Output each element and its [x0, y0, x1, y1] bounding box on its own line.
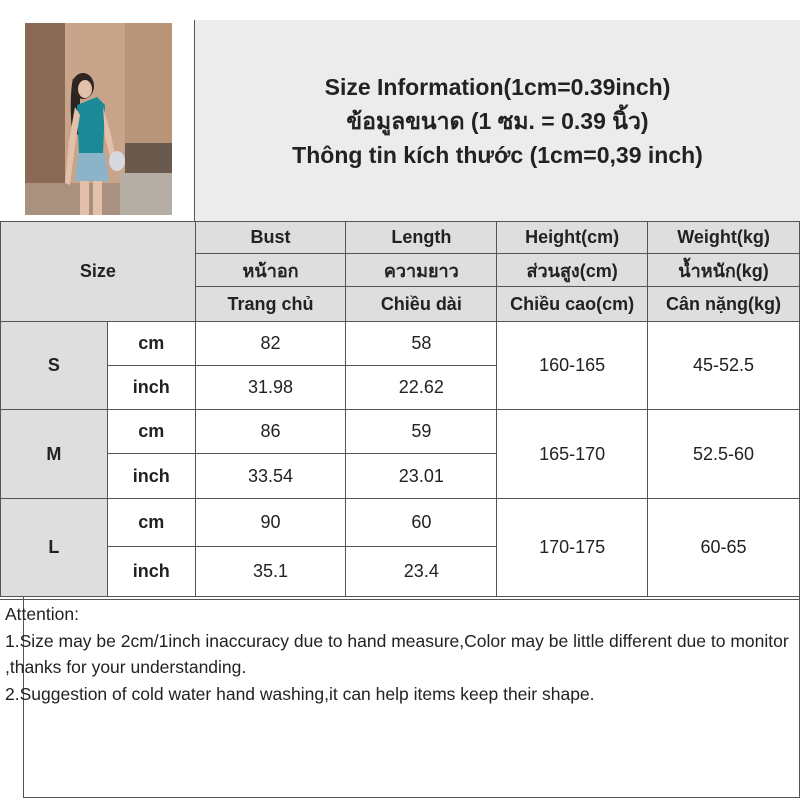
weight-header-thai: น้ำหนัก(kg) [648, 254, 800, 287]
height-header-vietnamese: Chiều cao(cm) [497, 287, 648, 322]
length-inch-value: 23.4 [346, 547, 497, 597]
unit-cm: cm [107, 499, 195, 547]
title-vietnamese: Thông tin kích thước (1cm=0,39 inch) [292, 141, 703, 168]
size-s-label: S [1, 322, 108, 410]
unit-inch: inch [107, 547, 195, 597]
unit-cm: cm [107, 322, 195, 366]
bust-header: Bust [195, 222, 346, 254]
height-header-thai: ส่วนสูง(cm) [497, 254, 648, 287]
bust-header-vietnamese: Trang chủ [195, 287, 346, 322]
attention-line-1: 1.Size may be 2cm/1inch inaccuracy due to hand measure,Color may be little different due to monitor ,thanks for your understanding. [5, 630, 789, 677]
length-cm-value: 58 [346, 322, 497, 366]
size-table [0, 221, 800, 597]
product-photo [25, 23, 172, 215]
length-inch-value: 23.01 [346, 454, 497, 499]
weight-value: 60-65 [648, 499, 800, 597]
weight-value: 52.5-60 [648, 410, 800, 499]
bust-inch-value: 35.1 [195, 547, 346, 597]
length-header-vietnamese: Chiều dài [346, 287, 497, 322]
height-header: Height(cm) [497, 222, 648, 254]
size-info-title [195, 20, 800, 221]
length-cm-value: 59 [346, 410, 497, 454]
length-cm-value: 60 [346, 499, 497, 547]
height-value: 165-170 [497, 410, 648, 499]
bust-cm-value: 82 [195, 322, 346, 366]
length-inch-value: 22.62 [346, 366, 497, 410]
weight-header-vietnamese: Cân nặng(kg) [648, 287, 800, 322]
height-value: 170-175 [497, 499, 648, 597]
size-l-label: L [1, 499, 108, 597]
unit-cm: cm [107, 410, 195, 454]
product-photo-box [23, 20, 195, 221]
height-value: 160-165 [497, 322, 648, 410]
size-header: Size [1, 222, 196, 322]
unit-inch: inch [107, 366, 195, 410]
title-thai: ข้อมูลขนาด (1 ซม. = 0.39 นิ้ว) [346, 107, 649, 134]
bust-cm-value: 90 [195, 499, 346, 547]
bust-cm-value: 86 [195, 410, 346, 454]
title-english: Size Information(1cm=0.39inch) [324, 73, 671, 100]
weight-value: 45-52.5 [648, 322, 800, 410]
bust-inch-value: 31.98 [195, 366, 346, 410]
length-header: Length [346, 222, 497, 254]
length-header-thai: ความยาว [346, 254, 497, 287]
weight-header: Weight(kg) [648, 222, 800, 254]
unit-inch: inch [107, 454, 195, 499]
size-m-label: M [1, 410, 108, 499]
bust-header-thai: หน้าอก [195, 254, 346, 287]
attention-heading: Attention: [5, 604, 79, 624]
attention-notes [0, 599, 800, 798]
bust-inch-value: 33.54 [195, 454, 346, 499]
attention-line-2: 2.Suggestion of cold water hand washing,it can help items keep their shape. [5, 683, 595, 704]
